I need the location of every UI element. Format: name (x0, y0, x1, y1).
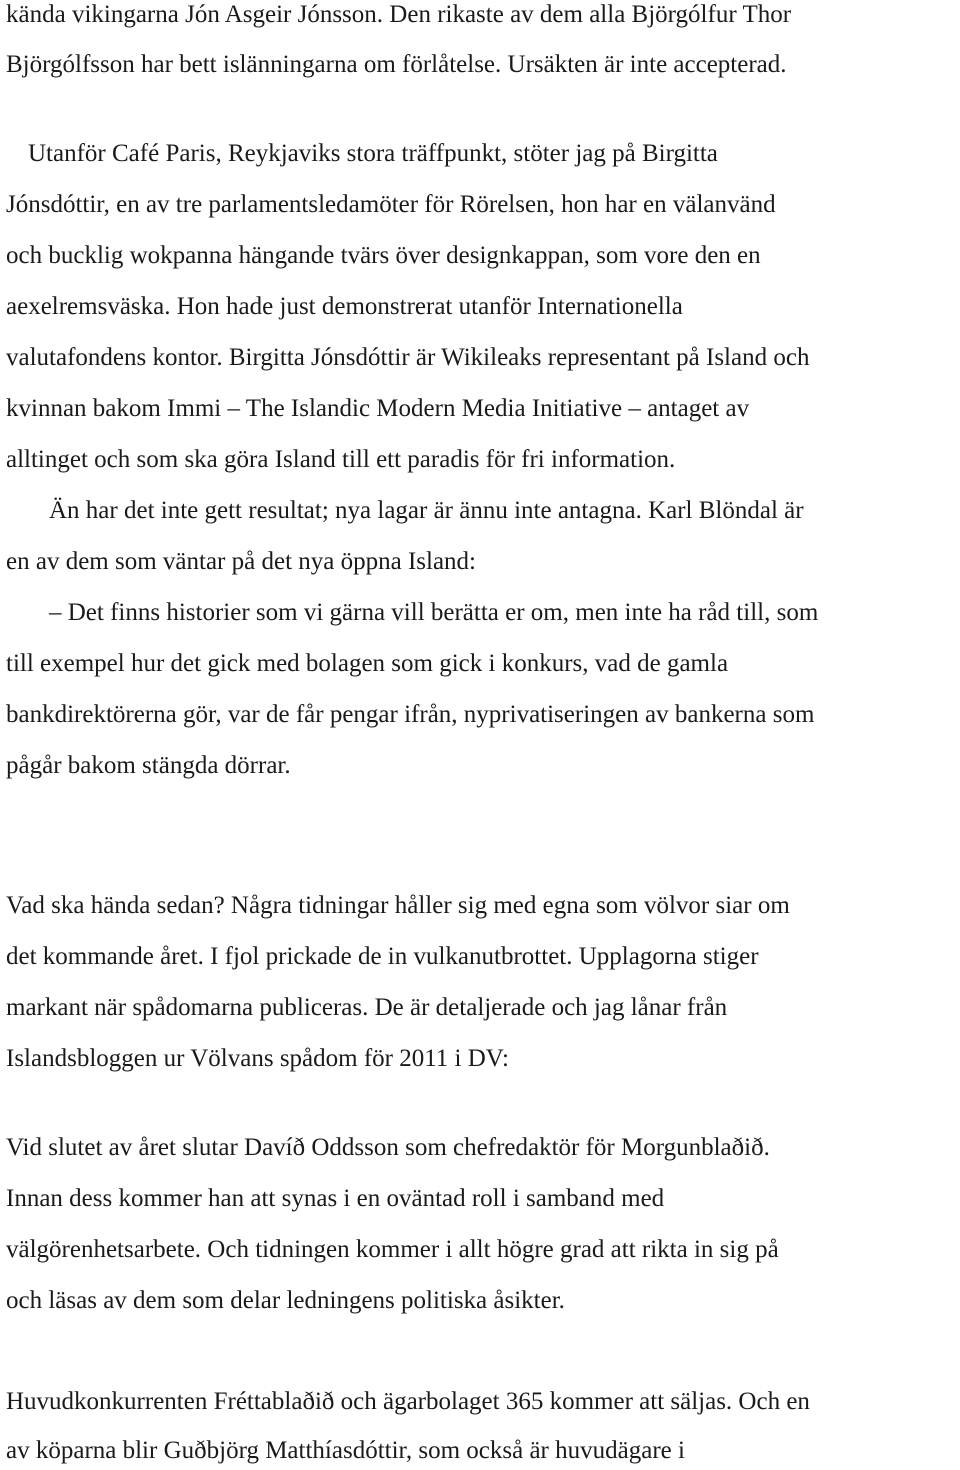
text-line: kvinnan bakom Immi – The Islandic Modern Media Initiative – antaget av (6, 395, 750, 422)
text-line: valutafondens kontor. Birgitta Jónsdóttir är Wikileaks representant på Island och (6, 344, 810, 371)
text-line: det kommande året. I fjol prickade de in vulkanutbrottet. Upplagorna stiger (6, 943, 759, 970)
text-line: kända vikingarna Jón Asgeir Jónsson. Den rikaste av dem alla Björgólfur Thor (6, 1, 792, 28)
text-line: av köparna blir Guðbjörg Matthíasdóttir, som också är huvudägare i (6, 1437, 685, 1464)
text-line: markant när spådomarna publiceras. De är detaljerade och jag lånar från (6, 994, 728, 1021)
text-line: Vid slutet av året slutar Davíð Oddsson som chefredaktör för Morgunblaðið. (6, 1134, 770, 1161)
text-line: Björgólfsson har bett islänningarna om förlåtelse. Ursäkten är inte accepterad. (6, 51, 787, 78)
text-line: Islandsbloggen ur Völvans spådom för 2011 i DV: (6, 1045, 509, 1072)
text-line: Huvudkonkurrenten Fréttablaðið och ägarbolaget 365 kommer att säljas. Och en (6, 1388, 810, 1415)
text-line: och bucklig wokpanna hängande tvärs över designkappan, som vore den en (6, 242, 761, 269)
text-line: – Det finns historier som vi gärna vill berätta er om, men inte ha råd till, som (49, 599, 819, 626)
text-line: en av dem som väntar på det nya öppna Island: (6, 548, 476, 575)
text-line: Än har det inte gett resultat; nya lagar är ännu inte antagna. Karl Blöndal är (49, 497, 804, 524)
text-line: välgörenhetsarbete. Och tidningen kommer i allt högre grad att rikta in sig på (6, 1236, 779, 1263)
text-line: Innan dess kommer han att synas i en oväntad roll i samband med (6, 1185, 665, 1212)
text-line: pågår bakom stängda dörrar. (6, 752, 291, 779)
text-line: till exempel hur det gick med bolagen som gick i konkurs, vad de gamla (6, 650, 729, 677)
text-line: Vad ska hända sedan? Några tidningar håller sig med egna som völvor siar om (6, 892, 790, 919)
text-line: Jónsdóttir, en av tre parlamentsledamöter för Rörelsen, hon har en välanvänd (6, 191, 776, 218)
text-line: och läsas av dem som delar ledningens politiska åsikter. (6, 1287, 565, 1314)
text-line: alltinget och som ska göra Island till ett paradis för fri information. (6, 446, 676, 473)
text-line: aexelremsväska. Hon hade just demonstrerat utanför Internationella (6, 293, 683, 320)
text-line: bankdirektörerna gör, var de får pengar ifrån, nyprivatiseringen av bankerna som (6, 701, 815, 728)
text-line: Utanför Café Paris, Reykjaviks stora träffpunkt, stöter jag på Birgitta (28, 140, 718, 167)
